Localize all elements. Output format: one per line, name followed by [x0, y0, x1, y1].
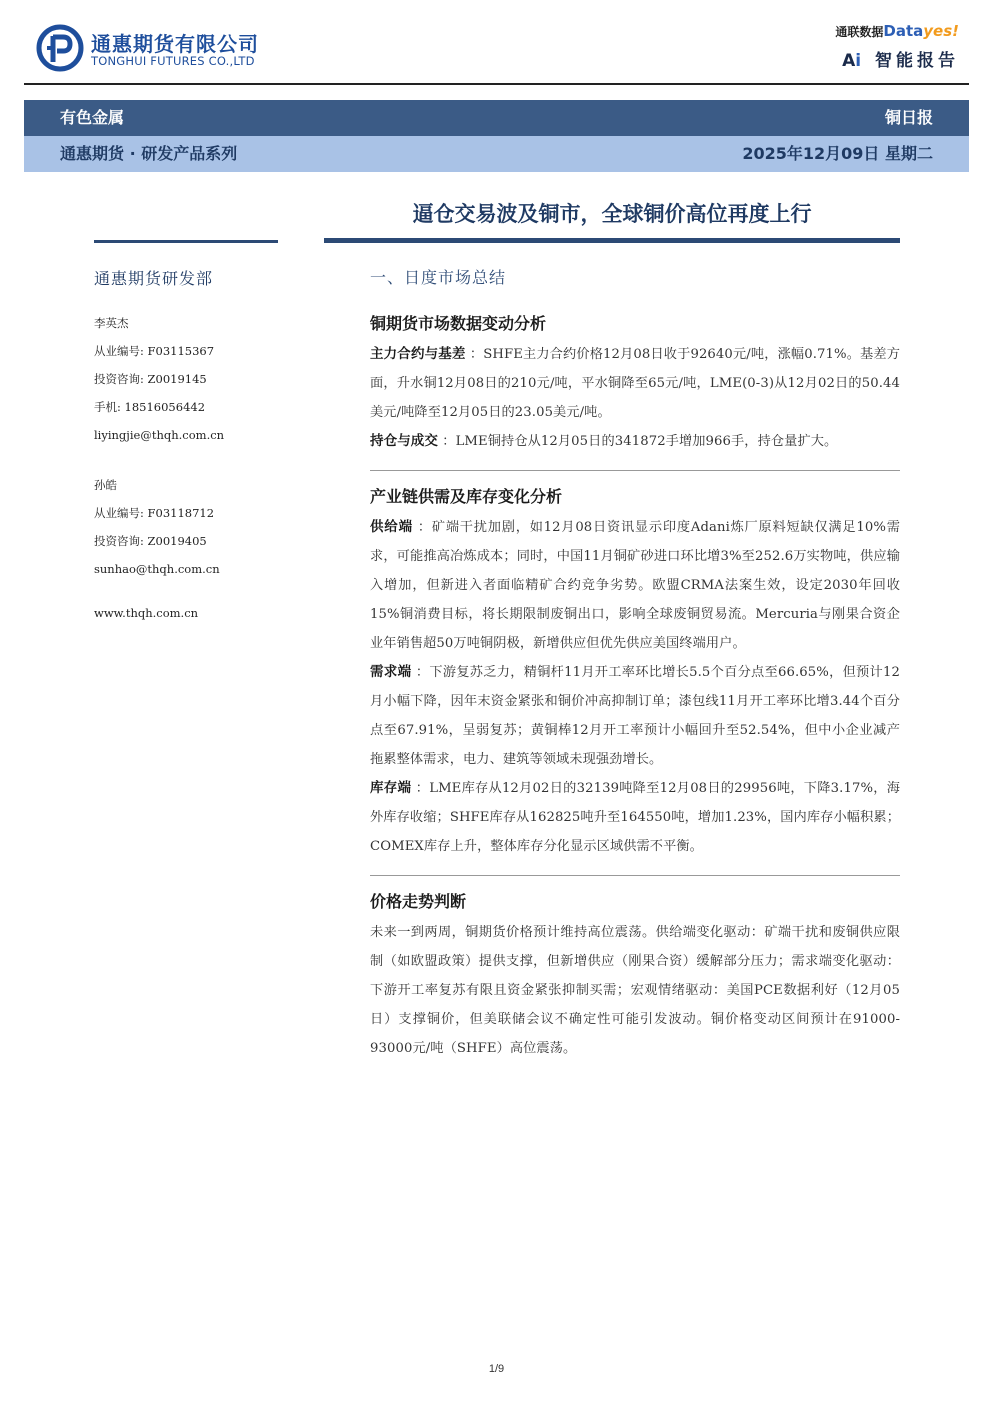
page-title: 逼仓交易波及铜市，全球铜价高位再度上行 — [412, 202, 812, 226]
paragraph-label: 持仓与成交 — [370, 433, 438, 449]
datayes-brand — [779, 22, 959, 40]
analyst-name: 孙皓 — [94, 478, 117, 492]
analyst-phone: 手机: 18516056442 — [94, 400, 206, 414]
paragraph-supply — [370, 513, 900, 658]
header-divider — [24, 83, 969, 85]
paragraph-price-outlook: 未来一到两周，铜期货价格预计维持高位震荡。供给端变化驱动：矿端干扰和废铜供应限制（如欧盟政策）提供支撑，但新增供应（刚果合资）缓解部分压力；需求端变化驱动：下游开工率复苏有限且资金紧张抑制买需；宏观情绪驱动：美国PCE数据利好（12月05日）支撑铜价，但美联储会议不确定性可能引发波动。铜价格变动区间预计在91000-93000元/吨（SHFE）高位震荡。 — [370, 925, 900, 1056]
section-heading: 一、日度市场总结 — [370, 268, 507, 287]
paragraph-label: 供给端 — [370, 519, 413, 535]
subsection-heading: 铜期货市场数据变动分析 — [370, 314, 547, 333]
series-label: 通惠期货 · 研发产品系列 — [60, 144, 238, 163]
category-label: 有色金属 — [60, 108, 125, 127]
spacer — [94, 449, 294, 471]
analyst-email[interactable]: liyingjie@thqh.com.cn — [94, 428, 225, 442]
datayes-yes: yes! — [923, 22, 959, 40]
datayes-data: Data — [883, 22, 924, 40]
ai-letter-i: i — [855, 51, 866, 71]
ai-report-label — [779, 46, 959, 71]
ai-letter-a: A — [842, 51, 856, 71]
company-name-cn: 通惠期货有限公司 — [91, 32, 259, 56]
datayes-cn: 通联数据 — [835, 25, 884, 39]
paragraph-text: ：矿端干扰加剧，如12月08日资讯显示印度Adani炼厂原料短缺仅满足10%需求，可能推高冶炼成本；同时，中国11月铜矿砂进口环比增3%至252.6万实物吨，供应输入增加，但新进入者面临精矿合约竞争劣势。欧盟CRMA法案生效，设定2030年回收15%铜消费目标，将长期限制废铜出口，影响全球废铜贸易流。Mercuria与刚果合资企业年销售超50万吨铜阴极，新增供应但优先供应美国终端用户。 — [370, 520, 900, 651]
paragraph-text: ：SHFE主力合约价格12月08日收于92640元/吨，涨幅0.71%。基差方面，升水铜12月08日的210元/吨，平水铜降至65元/吨，LME(0-3)从12月02日的50.44美元/吨降至12月05日的23.05美元/吨。 — [370, 347, 900, 420]
paragraph-inventory — [370, 774, 900, 861]
report-body — [370, 266, 900, 1063]
series-bar — [24, 136, 969, 172]
section-divider — [370, 875, 900, 876]
section-divider — [370, 470, 900, 471]
analyst-name: 李英杰 — [94, 316, 129, 330]
paragraph-position-volume — [370, 427, 900, 456]
research-dept: 通惠期货研发部 — [94, 269, 214, 288]
paragraph-demand — [370, 658, 900, 774]
paragraph-text: ：下游复苏乏力，精铜杆11月开工率环比增长5.5个百分点至66.65%，但预计12月小幅下降，因年末资金紧张和铜价冲高抑制订单；漆包线11月开工率环比增3.44个百分点至67.91%，呈弱复苏；黄铜棒12月开工率预计小幅回升至52.54%，但中小企业减产拖累整体需求，电力、建筑等领域未现强劲增长。 — [370, 665, 900, 767]
tonghui-logo-icon — [36, 24, 84, 72]
page-number: 1/9 — [488, 1363, 505, 1375]
ai-report-text: 智能报告 — [875, 51, 959, 71]
subsection-heading: 价格走势判断 — [370, 892, 467, 911]
website-link[interactable]: www.thqh.com.cn — [94, 606, 199, 620]
paragraph-label: 主力合约与基差 — [370, 346, 466, 362]
analyst-sidebar — [94, 266, 294, 627]
spacer — [94, 583, 294, 599]
datayes-logo — [779, 22, 959, 74]
analyst-license: 从业编号: F03118712 — [94, 506, 215, 520]
paragraph-label: 库存端 — [370, 780, 412, 796]
analyst-consult: 投资咨询: Z0019405 — [94, 534, 207, 548]
analyst-consult: 投资咨询: Z0019145 — [94, 372, 207, 386]
analyst-email[interactable]: sunhao@thqh.com.cn — [94, 562, 220, 576]
analyst-license: 从业编号: F03115367 — [94, 344, 215, 358]
subsection-heading: 产业链供需及库存变化分析 — [370, 487, 563, 506]
company-logo — [36, 24, 286, 74]
paragraph-text: ：LME库存从12月02日的32139吨降至12月08日的29956吨，下降3.17%，海外库存收缩；SHFE库存从162825吨升至164550吨，增加1.23%，国内库存小幅积累；COMEX库存上升，整体库存分化显示区域供需不平衡。 — [370, 781, 900, 854]
paragraph-text: ：LME铜持仓从12月05日的341872手增加966手，持仓量扩大。 — [438, 434, 838, 449]
report-type-label: 铜日报 — [884, 108, 933, 127]
sidebar-top-rule — [94, 240, 278, 243]
category-bar — [24, 100, 969, 136]
paragraph-label: 需求端 — [370, 664, 412, 680]
title-underline — [324, 238, 900, 243]
report-date: 2025年12月09日 星期二 — [742, 144, 933, 163]
company-name-en: TONGHUI FUTURES CO.,LTD — [91, 54, 255, 68]
paragraph-contract-basis — [370, 340, 900, 427]
